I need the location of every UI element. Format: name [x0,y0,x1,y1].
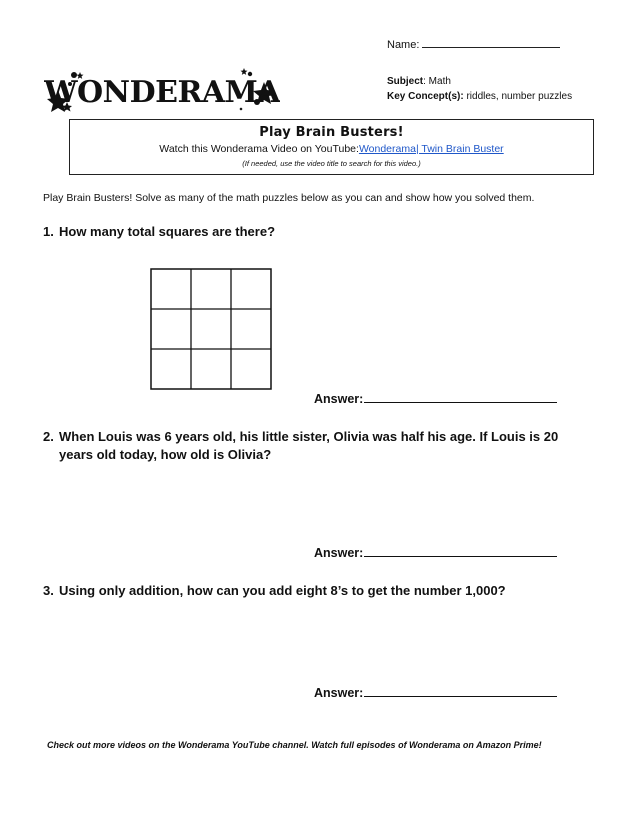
video-box-title: Play Brain Busters! [259,125,404,140]
subject-value: : Math [423,76,451,87]
answer-label: Answer: [314,392,364,406]
subject-label: Subject [387,76,424,87]
question-number: 3. [43,583,54,598]
subject-line [387,76,451,87]
logo-wordmark: WONDERAMA [44,75,280,110]
question-number: 1. [43,224,54,239]
name-label: Name: [387,39,420,51]
key-concepts-label: Key Concept(s): [387,91,464,102]
answer-label: Answer: [314,546,364,560]
question-1 [43,223,613,241]
question-text-continued: years old today, how old is Olivia? [59,447,272,462]
key-concepts-value: riddles, number puzzles [463,91,573,102]
answer-3[interactable] [314,684,557,700]
name-blank-line[interactable] [422,38,560,48]
answer-blank-line[interactable] [364,390,557,403]
video-watch-prefix: Watch this Wonderama Video on YouTube: [159,143,359,155]
answer-2[interactable] [314,544,557,560]
key-concepts-line [387,91,572,102]
video-info-box [69,119,594,175]
instructions-text: Play Brain Busters! Solve as many of the math puzzles below as you can and show how you solved them. [43,192,535,204]
video-note: (If needed, use the video title to search for this video.) [242,159,421,168]
video-watch-line [70,143,593,155]
name-field[interactable] [387,38,560,51]
answer-label: Answer: [314,686,364,700]
question-text: Using only addition, how can you add eight 8’s to get the number 1,000? [59,583,506,598]
question-3 [43,582,613,600]
question-text: When Louis was 6 years old, his little sister, Olivia was half his age. If Louis is 20 [59,429,559,444]
question-text: How many total squares are there? [59,224,276,239]
question-number: 2. [43,429,54,444]
squares-grid-figure [150,268,272,390]
answer-blank-line[interactable] [364,544,557,557]
answer-blank-line[interactable] [364,684,557,697]
video-link[interactable]: Wonderama| Twin Brain Buster [358,143,504,155]
wonderama-logo [44,58,280,118]
answer-1[interactable] [314,390,557,406]
footer-note: Check out more videos on the Wonderama YouTube channel. Watch full episodes of Wonderama on Amazon Prime! [47,740,542,750]
question-2 [43,428,613,464]
